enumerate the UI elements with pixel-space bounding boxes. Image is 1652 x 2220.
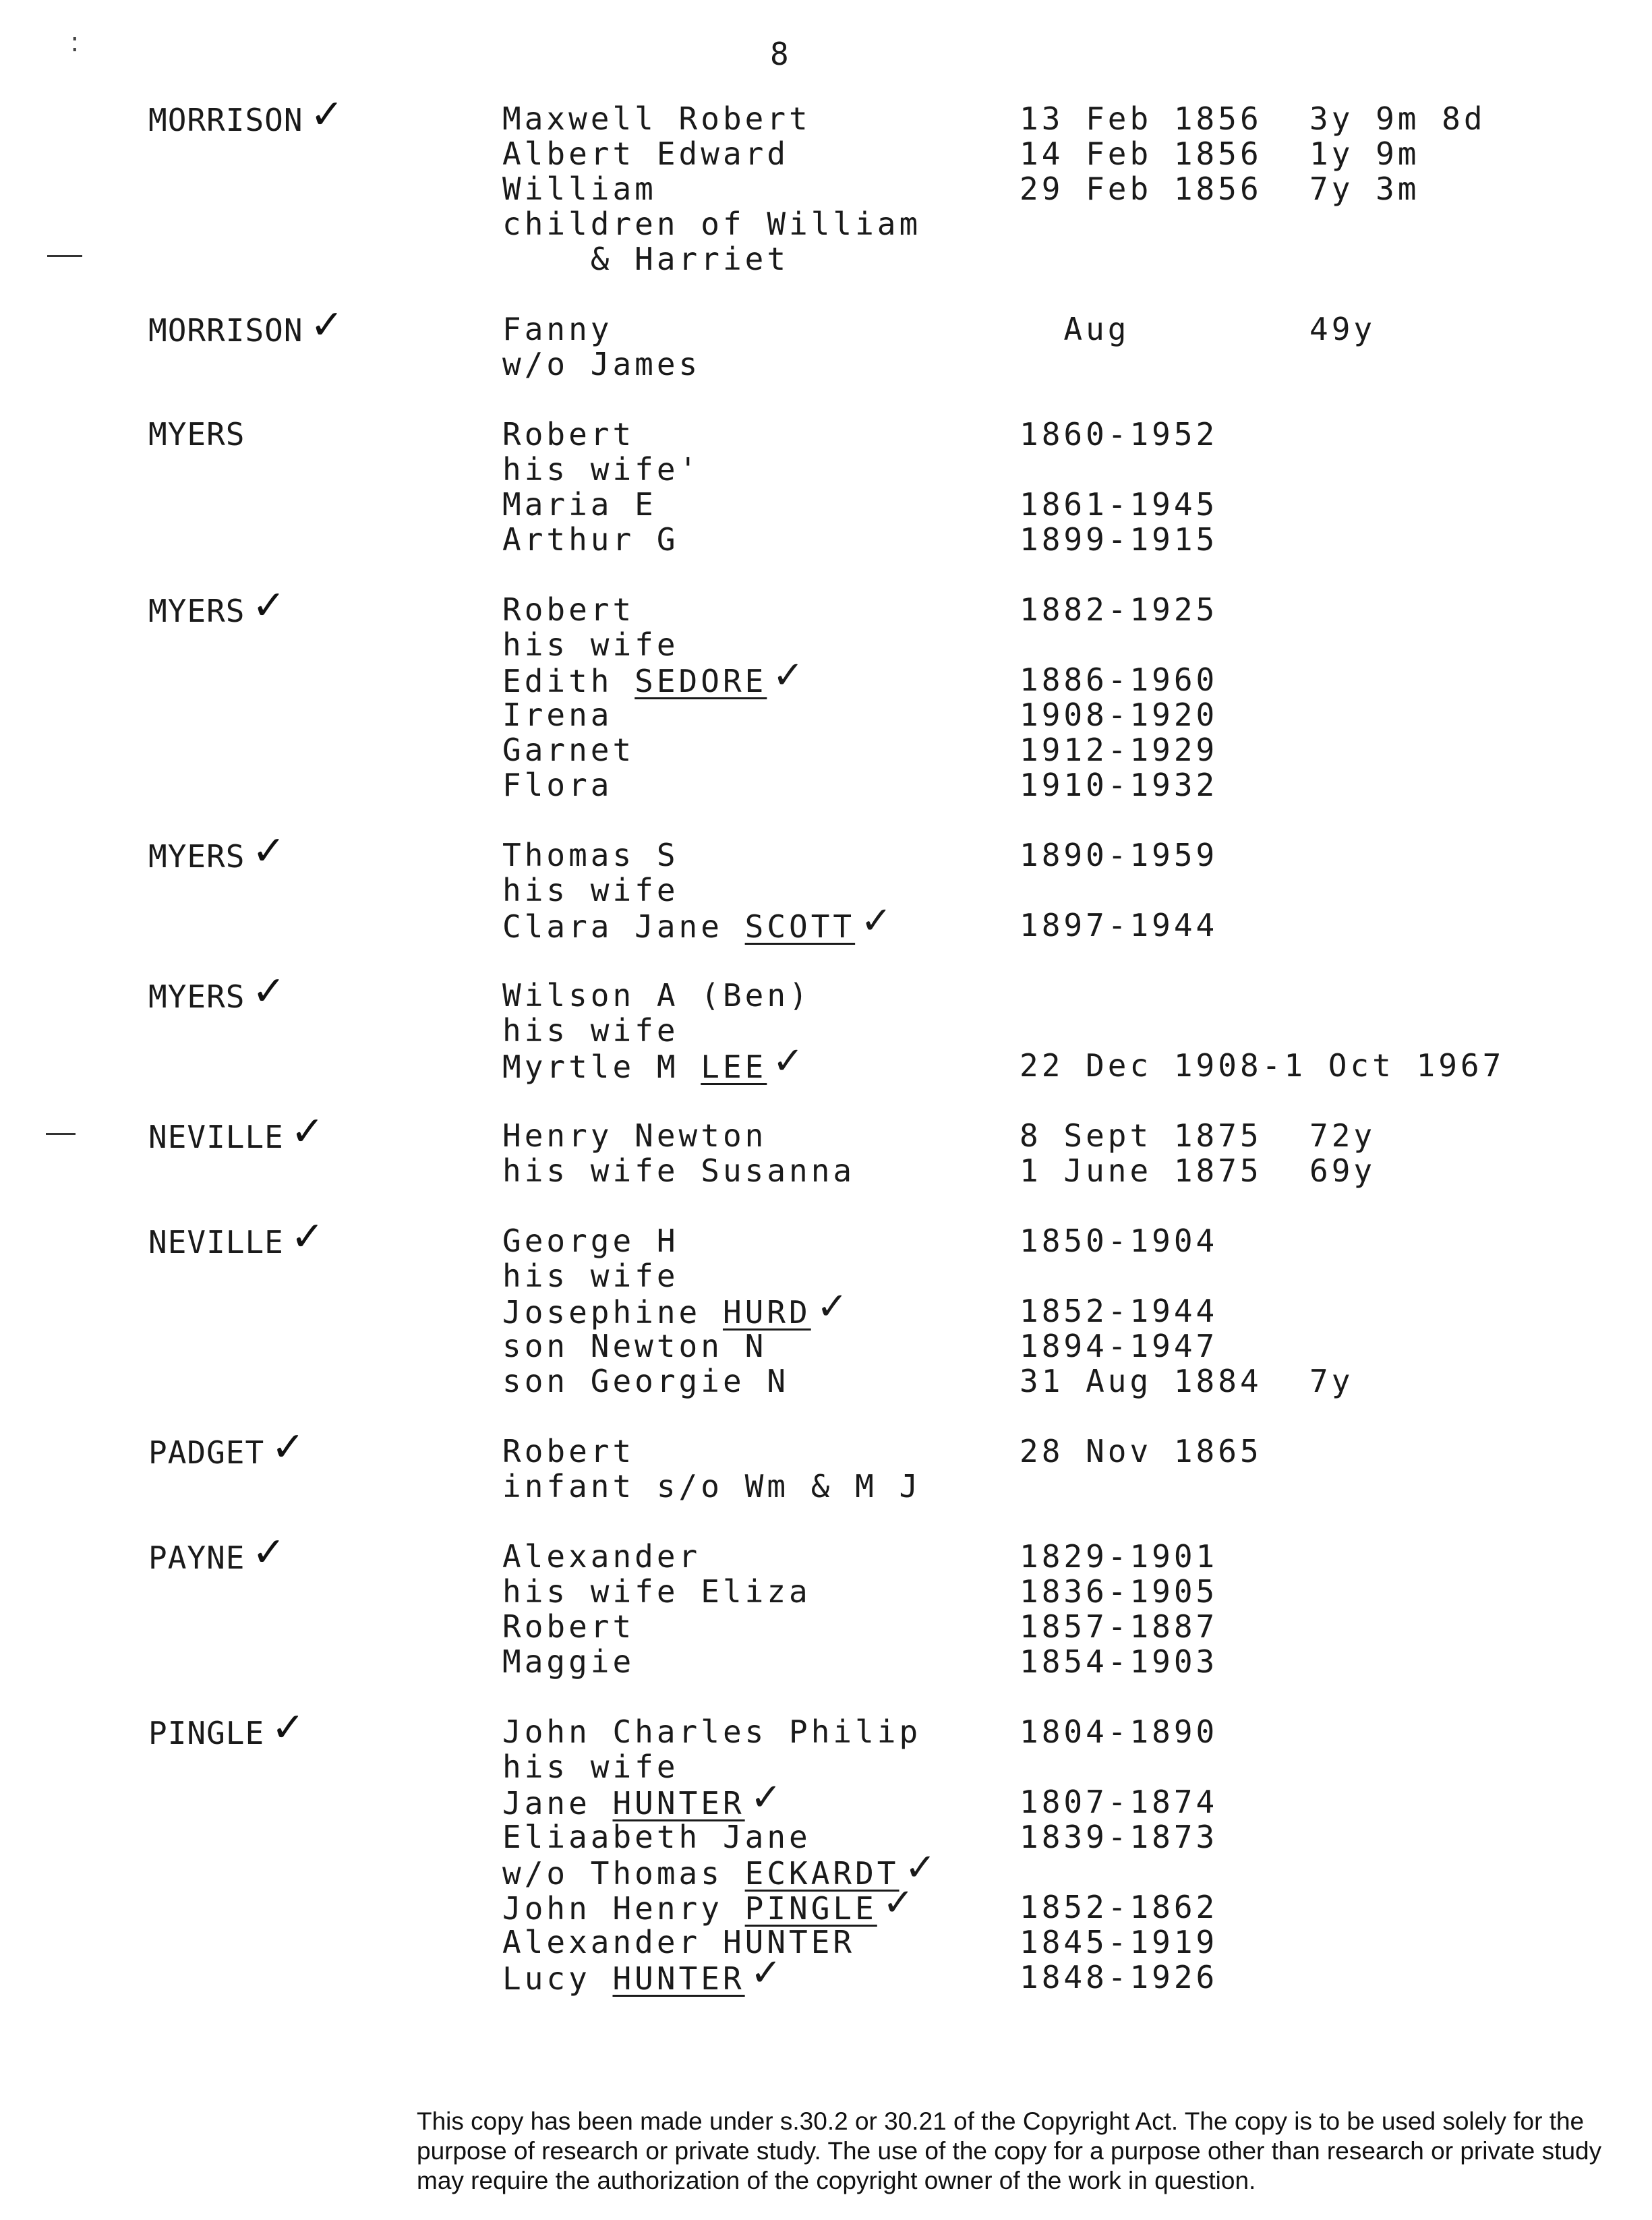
date: 1852-1862 [1020,1889,1218,1925]
record-line [0,1704,1652,1751]
record-line [0,767,1652,802]
person-name [502,101,811,136]
person-name [502,347,701,382]
name-text: Myrtle M [502,1049,701,1085]
scan-mark: : [70,27,80,58]
name-text: Wilson A (Ben) [502,977,811,1014]
name-text: Irena [502,697,613,733]
name-text: his wife [502,872,679,908]
record-line [0,487,1652,522]
record-line [0,452,1652,487]
person-name [502,1118,767,1153]
date: 1897-1944 [1020,907,1218,943]
date: 1848-1926 [1020,1959,1218,1995]
name-text: his wife' [502,451,701,488]
date: 31 Aug 1884 [1020,1363,1262,1399]
name-text: w/o James [502,346,701,382]
person-name [502,732,635,767]
surname-text: PADGET [148,1434,265,1471]
record-line [0,1364,1652,1399]
name-text: Lucy [502,1960,613,1997]
record-line [0,1749,1652,1784]
name-text: his wife [502,1012,679,1049]
record-line [0,171,1652,206]
date: 1912-1929 [1020,732,1218,768]
record-entry [0,301,1652,382]
person-name [502,1539,701,1574]
surname-text: MORRISON [148,312,303,349]
person-name [502,1013,679,1048]
name-text: his wife [502,626,679,663]
record-line [0,1776,1652,1821]
record-line [0,1328,1652,1364]
date: 1807-1874 [1020,1784,1218,1820]
record-line [0,1951,1652,1997]
person-name [502,1364,789,1399]
checkmark-icon: ✓ [904,1846,937,1890]
person-name [502,1951,782,1997]
record-entry [0,91,1652,277]
person-name [502,1881,914,1927]
name-text: Alexander HUNTER [502,1924,856,1960]
record-line [0,301,1652,349]
surname-text: MYERS [148,593,245,629]
record-line [0,1925,1652,1960]
name-text: Robert [502,416,635,452]
record-line [0,1108,1652,1155]
date: 29 Feb 1856 [1020,171,1262,207]
person-name [502,653,804,699]
surname-text: PINGLE [148,1715,265,1751]
record-line [0,827,1652,875]
name-text: Thomas S [502,837,679,873]
date: 1857-1887 [1020,1608,1218,1645]
person-name [502,1749,679,1784]
person-name [502,1285,848,1331]
record-line [0,968,1652,1015]
person-name [502,1469,921,1504]
record-line [0,91,1652,138]
date: 1836-1905 [1020,1573,1218,1610]
name-text: Alexander [502,1538,701,1575]
record-line [0,1039,1652,1085]
surname-text: NEVILLE [148,1224,284,1260]
date: 28 Nov 1865 [1020,1433,1262,1469]
person-name [502,1819,811,1854]
name-text: Robert [502,1433,635,1469]
date: 1 June 1875 [1020,1152,1262,1189]
name-text: John Charles Philip [502,1714,922,1750]
date: 1886-1960 [1020,662,1218,698]
age: 72y [1309,1117,1376,1154]
checkmark-icon: ✓ [271,1424,306,1471]
record-line [0,899,1652,945]
name-text: & Harriet [502,241,790,277]
person-name [502,206,921,241]
checkmark-icon: ✓ [252,582,287,629]
person-name [502,452,701,487]
record-line [0,873,1652,908]
page-number: 8 [770,36,789,72]
checkmark-icon: ✓ [750,1951,782,1995]
checkmark-icon: ✓ [860,899,893,943]
checkmark-icon: ✓ [290,1213,326,1260]
maiden-surname: HURD [722,1294,811,1331]
name-text: Maria E [502,486,657,523]
person-name [502,1574,811,1609]
date: 1854-1903 [1020,1643,1218,1680]
name-text: children of William [502,206,922,242]
date: 1894-1947 [1020,1328,1218,1364]
burial-records [0,91,1652,2030]
record-line [0,732,1652,767]
person-name [502,838,679,873]
record-entry [0,582,1652,803]
name-text: Jane [502,1785,613,1821]
person-name [502,1328,767,1364]
maiden-surname: PINGLE [744,1890,877,1927]
name-text: Maxwell Robert [502,100,811,137]
checkmark-icon: ✓ [290,1108,326,1155]
person-name [502,1039,804,1085]
date: 14 Feb 1856 [1020,136,1262,172]
date: 1899-1915 [1020,521,1218,558]
record-line [0,1285,1652,1331]
record-line [0,1424,1652,1471]
record-entry [0,827,1652,945]
person-name [502,1644,635,1679]
record-line [0,1644,1652,1679]
person-name [502,1609,635,1644]
person-name [502,899,893,945]
name-text: son Georgie N [502,1363,790,1399]
name-text: George H [502,1223,679,1259]
date: 1845-1919 [1020,1924,1218,1960]
person-name [502,522,679,557]
record-line [0,653,1652,699]
age: 7y [1309,1363,1354,1399]
name-text: son Newton N [502,1328,767,1364]
date: 1829-1901 [1020,1538,1218,1575]
person-name [502,873,679,908]
age: 3y 9m 8d [1309,100,1486,137]
date: 1910-1932 [1020,767,1218,803]
name-text: his wife [502,1749,679,1785]
age: 49y [1309,311,1376,347]
maiden-surname: SCOTT [744,908,856,945]
checkmark-icon: ✓ [750,1776,782,1819]
record-line [0,1153,1652,1188]
record-line [0,1013,1652,1048]
date: 13 Feb 1856 [1020,100,1262,137]
copyright-notice: This copy has been made under s.30.2 or 30.21 of the Copyright Act. The copy is to be used solely for the purpose of research or private study. The use of the copy for a purpose other than research or private study may require the authorization of the copyright owner of the work in question. [417,2107,1602,2194]
person-name [502,1714,921,1749]
record-line [0,697,1652,732]
record-line [0,1819,1652,1854]
person-name [502,241,789,276]
maiden-surname: HUNTER [612,1785,745,1821]
checkmark-icon: ✓ [772,1039,804,1083]
checkmark-icon: ✓ [882,1881,914,1925]
person-name [502,767,612,802]
maiden-surname: SEDORE [635,663,767,699]
name-text: his wife Eliza [502,1573,811,1610]
surname-text: MYERS [148,416,245,452]
record-line [0,582,1652,629]
name-text: his wife Susanna [502,1152,856,1189]
checkmark-icon: ✓ [309,301,345,349]
name-text: Clara Jane [502,908,745,945]
person-name [502,1925,855,1960]
person-name [502,1223,679,1258]
person-name [502,417,635,452]
age: 69y [1309,1152,1376,1189]
person-name [502,627,679,662]
record-line [0,136,1652,171]
checkmark-icon: ✓ [252,1529,287,1576]
date: 1839-1873 [1020,1819,1218,1855]
surname-text: MYERS [148,838,245,875]
person-name [502,1846,937,1892]
surname-text: NEVILLE [148,1119,284,1155]
date: 22 Dec 1908-1 Oct 1967 [1020,1047,1505,1084]
person-name [502,136,789,171]
date: 1850-1904 [1020,1223,1218,1259]
name-text: Maggie [502,1643,635,1680]
date: 8 Sept 1875 [1020,1117,1262,1154]
surname-text: MYERS [148,978,245,1015]
date: 1860-1952 [1020,416,1218,452]
checkmark-icon: ✓ [309,91,345,138]
person-name [502,487,657,522]
person-name [502,592,635,627]
record-entry [0,1529,1652,1680]
record-line [0,1881,1652,1927]
person-name [502,1153,855,1188]
name-text: Arthur G [502,521,679,558]
date: Aug [1020,311,1130,347]
record-entry [0,968,1652,1085]
person-name [502,978,811,1013]
record-line [0,1213,1652,1260]
maiden-surname: HUNTER [612,1960,745,1997]
record-entry [0,1704,1652,1997]
name-text: Robert [502,1608,635,1645]
record-line [0,347,1652,382]
checkmark-icon: ✓ [271,1704,306,1751]
record-line [0,206,1652,241]
person-name [502,1776,782,1821]
person-name [502,697,612,732]
name-text: infant s/o Wm & M J [502,1468,922,1505]
name-text: Albert Edward [502,136,790,172]
date: 1908-1920 [1020,697,1218,733]
date: 1852-1944 [1020,1293,1218,1329]
checkmark-icon: ✓ [252,968,287,1015]
record-line [0,1469,1652,1504]
record-entry [0,1424,1652,1505]
record-line [0,1846,1652,1892]
record-entry [0,417,1652,557]
name-text: Henry Newton [502,1117,767,1154]
name-text: his wife [502,1258,679,1294]
checkmark-icon: ✓ [252,827,287,875]
person-name [502,1258,679,1293]
maiden-surname: LEE [701,1049,767,1085]
record-line [0,627,1652,662]
person-name [502,1434,635,1469]
maiden-surname: ECKARDT [744,1855,899,1892]
name-text: w/o Thomas [502,1855,745,1892]
name-text: Eliaabeth Jane [502,1819,811,1855]
name-text: Fanny [502,311,613,347]
record-entry [0,1108,1652,1189]
name-text: Edith [502,663,635,699]
name-text: Garnet [502,732,635,768]
checkmark-icon: ✓ [816,1285,848,1328]
record-entry [0,1213,1652,1399]
date: 1804-1890 [1020,1714,1218,1750]
age: 1y 9m [1309,136,1420,172]
name-text: Flora [502,767,613,803]
date: 1882-1925 [1020,591,1218,628]
person-name [502,312,612,347]
name-text: Robert [502,591,635,628]
surname-text: MORRISON [148,102,303,138]
checkmark-icon: ✓ [772,653,804,697]
date: 1861-1945 [1020,486,1218,523]
age: 7y 3m [1309,171,1420,207]
record-line [0,522,1652,557]
name-text: William [502,171,657,207]
name-text: John Henry [502,1890,745,1927]
record-line [0,1609,1652,1644]
person-name [502,171,657,206]
record-line [0,1574,1652,1609]
date: 1890-1959 [1020,837,1218,873]
surname-text: PAYNE [148,1540,245,1576]
record-line [0,241,1652,276]
record-line [0,1529,1652,1576]
name-text: Josephine [502,1294,723,1331]
record-line [0,417,1652,452]
